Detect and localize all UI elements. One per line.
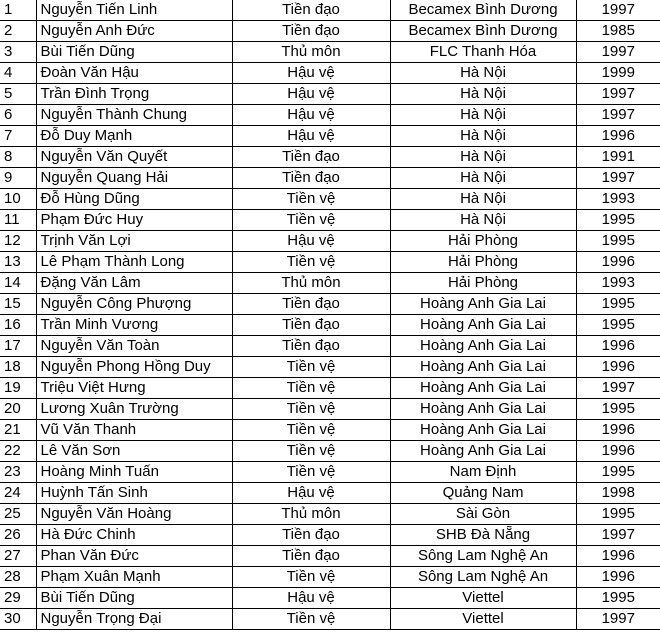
player-number: 25 (0, 504, 36, 525)
player-number: 24 (0, 483, 36, 504)
player-number: 9 (0, 168, 36, 189)
table-row (0, 462, 660, 483)
table-row (0, 210, 660, 231)
player-club: FLC Thanh Hóa (390, 42, 576, 63)
table-row (0, 168, 660, 189)
player-club: Sông Lam Nghệ An (390, 567, 576, 588)
table-row (0, 294, 660, 315)
table-row (0, 126, 660, 147)
player-number: 8 (0, 147, 36, 168)
player-club: Hải Phòng (390, 252, 576, 273)
player-club: Hà Nội (390, 168, 576, 189)
player-name: Nguyễn Phong Hồng Duy (36, 357, 232, 378)
player-position: Tiền vệ (232, 441, 390, 462)
player-birth-year: 1995 (576, 210, 660, 231)
player-name: Đoàn Văn Hậu (36, 63, 232, 84)
table-row (0, 399, 660, 420)
player-club: Sài Gòn (390, 504, 576, 525)
player-name: Nguyễn Tiến Linh (36, 0, 232, 21)
player-number: 13 (0, 252, 36, 273)
player-birth-year: 1995 (576, 504, 660, 525)
player-number: 20 (0, 399, 36, 420)
player-club: Hoàng Anh Gia Lai (390, 357, 576, 378)
player-birth-year: 1995 (576, 588, 660, 609)
player-name: Vũ Văn Thanh (36, 420, 232, 441)
player-position: Tiền vệ (232, 252, 390, 273)
player-club: SHB Đà Nẵng (390, 525, 576, 546)
table-row (0, 525, 660, 546)
player-name: Nguyễn Văn Hoàng (36, 504, 232, 525)
player-birth-year: 1997 (576, 0, 660, 21)
table-row (0, 252, 660, 273)
player-position: Tiền vệ (232, 567, 390, 588)
player-number: 27 (0, 546, 36, 567)
player-name: Nguyễn Thành Chung (36, 105, 232, 126)
player-club: Hoàng Anh Gia Lai (390, 294, 576, 315)
player-number: 1 (0, 0, 36, 21)
player-position: Tiền vệ (232, 399, 390, 420)
player-birth-year: 1995 (576, 231, 660, 252)
player-number: 11 (0, 210, 36, 231)
player-club: Hà Nội (390, 105, 576, 126)
player-number: 4 (0, 63, 36, 84)
player-number: 17 (0, 336, 36, 357)
player-club: Hà Nội (390, 126, 576, 147)
table-row (0, 21, 660, 42)
table-row (0, 42, 660, 63)
player-position: Thủ môn (232, 504, 390, 525)
player-club: Viettel (390, 609, 576, 630)
player-position: Thủ môn (232, 42, 390, 63)
table-row (0, 315, 660, 336)
table-row (0, 441, 660, 462)
player-club: Hà Nội (390, 147, 576, 168)
player-number: 15 (0, 294, 36, 315)
player-birth-year: 1993 (576, 273, 660, 294)
table-row (0, 147, 660, 168)
player-birth-year: 1995 (576, 315, 660, 336)
player-birth-year: 1996 (576, 357, 660, 378)
player-position: Hậu vệ (232, 483, 390, 504)
table-row (0, 567, 660, 588)
table-row (0, 378, 660, 399)
player-name: Phan Văn Đức (36, 546, 232, 567)
player-position: Hậu vệ (232, 231, 390, 252)
player-birth-year: 1997 (576, 42, 660, 63)
player-position: Hậu vệ (232, 126, 390, 147)
player-birth-year: 1997 (576, 84, 660, 105)
player-name: Hoàng Minh Tuấn (36, 462, 232, 483)
table-row (0, 189, 660, 210)
player-number: 5 (0, 84, 36, 105)
player-number: 26 (0, 525, 36, 546)
player-birth-year: 1993 (576, 189, 660, 210)
player-position: Hậu vệ (232, 63, 390, 84)
player-birth-year: 1997 (576, 378, 660, 399)
player-birth-year: 1997 (576, 525, 660, 546)
player-name: Trần Minh Vương (36, 315, 232, 336)
table-row (0, 609, 660, 630)
player-birth-year: 1999 (576, 63, 660, 84)
player-position: Tiền vệ (232, 462, 390, 483)
player-name: Trịnh Văn Lợi (36, 231, 232, 252)
table-row (0, 504, 660, 525)
player-name: Bùi Tiến Dũng (36, 588, 232, 609)
player-number: 16 (0, 315, 36, 336)
player-birth-year: 1997 (576, 105, 660, 126)
player-name: Đỗ Hùng Dũng (36, 189, 232, 210)
table-row (0, 336, 660, 357)
player-birth-year: 1996 (576, 546, 660, 567)
player-number: 10 (0, 189, 36, 210)
player-number: 22 (0, 441, 36, 462)
player-number: 19 (0, 378, 36, 399)
player-position: Tiền vệ (232, 357, 390, 378)
player-club: Hoàng Anh Gia Lai (390, 336, 576, 357)
player-position: Hậu vệ (232, 105, 390, 126)
player-number: 14 (0, 273, 36, 294)
player-club: Hà Nội (390, 210, 576, 231)
player-birth-year: 1997 (576, 609, 660, 630)
table-row (0, 588, 660, 609)
player-name: Đỗ Duy Mạnh (36, 126, 232, 147)
table-row (0, 0, 660, 21)
player-birth-year: 1996 (576, 336, 660, 357)
table-row (0, 231, 660, 252)
player-birth-year: 1995 (576, 462, 660, 483)
player-position: Tiền vệ (232, 189, 390, 210)
player-club: Viettel (390, 588, 576, 609)
player-name: Lương Xuân Trường (36, 399, 232, 420)
player-name: Hà Đức Chinh (36, 525, 232, 546)
player-number: 23 (0, 462, 36, 483)
player-position: Tiền đạo (232, 546, 390, 567)
table-row (0, 420, 660, 441)
player-position: Tiền vệ (232, 609, 390, 630)
player-club: Hà Nội (390, 189, 576, 210)
player-number: 3 (0, 42, 36, 63)
player-number: 12 (0, 231, 36, 252)
player-club: Hoàng Anh Gia Lai (390, 378, 576, 399)
player-name: Nguyễn Trọng Đại (36, 609, 232, 630)
player-birth-year: 1995 (576, 399, 660, 420)
player-position: Hậu vệ (232, 588, 390, 609)
player-name: Nguyễn Công Phượng (36, 294, 232, 315)
player-number: 6 (0, 105, 36, 126)
player-position: Tiền đạo (232, 147, 390, 168)
table-row (0, 483, 660, 504)
player-club: Hoàng Anh Gia Lai (390, 399, 576, 420)
player-number: 2 (0, 21, 36, 42)
player-birth-year: 1991 (576, 147, 660, 168)
player-birth-year: 1996 (576, 567, 660, 588)
table-row (0, 546, 660, 567)
player-birth-year: 1996 (576, 420, 660, 441)
player-club: Sông Lam Nghệ An (390, 546, 576, 567)
player-position: Tiền đạo (232, 21, 390, 42)
player-birth-year: 1996 (576, 441, 660, 462)
player-position: Thủ môn (232, 273, 390, 294)
player-birth-year: 1985 (576, 21, 660, 42)
player-name: Nguyễn Văn Toàn (36, 336, 232, 357)
table-row (0, 63, 660, 84)
player-number: 28 (0, 567, 36, 588)
player-name: Nguyễn Văn Quyết (36, 147, 232, 168)
player-name: Trần Đình Trọng (36, 84, 232, 105)
player-club: Hoàng Anh Gia Lai (390, 315, 576, 336)
player-position: Hậu vệ (232, 84, 390, 105)
table-row (0, 357, 660, 378)
table-row (0, 84, 660, 105)
player-club: Hà Nội (390, 84, 576, 105)
player-position: Tiền đạo (232, 294, 390, 315)
player-name: Triệu Việt Hưng (36, 378, 232, 399)
player-number: 7 (0, 126, 36, 147)
player-name: Lê Phạm Thành Long (36, 252, 232, 273)
player-name: Huỳnh Tấn Sinh (36, 483, 232, 504)
player-position: Tiền đạo (232, 168, 390, 189)
player-club: Quảng Nam (390, 483, 576, 504)
player-name: Nguyễn Quang Hải (36, 168, 232, 189)
player-position: Tiền đạo (232, 525, 390, 546)
player-club: Hải Phòng (390, 231, 576, 252)
player-position: Tiền đạo (232, 0, 390, 21)
player-number: 18 (0, 357, 36, 378)
player-position: Tiền đạo (232, 336, 390, 357)
player-position: Tiền vệ (232, 378, 390, 399)
player-club: Hoàng Anh Gia Lai (390, 441, 576, 462)
player-number: 30 (0, 609, 36, 630)
player-birth-year: 1996 (576, 252, 660, 273)
player-position: Tiền vệ (232, 210, 390, 231)
player-birth-year: 1995 (576, 294, 660, 315)
player-position: Tiền vệ (232, 420, 390, 441)
player-name: Lê Văn Sơn (36, 441, 232, 462)
player-birth-year: 1996 (576, 126, 660, 147)
player-birth-year: 1997 (576, 168, 660, 189)
player-number: 29 (0, 588, 36, 609)
table-row (0, 273, 660, 294)
player-name: Đặng Văn Lâm (36, 273, 232, 294)
player-birth-year: 1998 (576, 483, 660, 504)
player-club: Becamex Bình Dương (390, 21, 576, 42)
table-row (0, 105, 660, 126)
player-club: Becamex Bình Dương (390, 0, 576, 21)
player-club: Nam Định (390, 462, 576, 483)
player-name: Bùi Tiến Dũng (36, 42, 232, 63)
player-position: Tiền đạo (232, 315, 390, 336)
player-club: Hải Phòng (390, 273, 576, 294)
player-name: Phạm Xuân Mạnh (36, 567, 232, 588)
player-name: Phạm Đức Huy (36, 210, 232, 231)
player-number: 21 (0, 420, 36, 441)
player-club: Hoàng Anh Gia Lai (390, 420, 576, 441)
player-club: Hà Nội (390, 63, 576, 84)
player-name: Nguyễn Anh Đức (36, 21, 232, 42)
